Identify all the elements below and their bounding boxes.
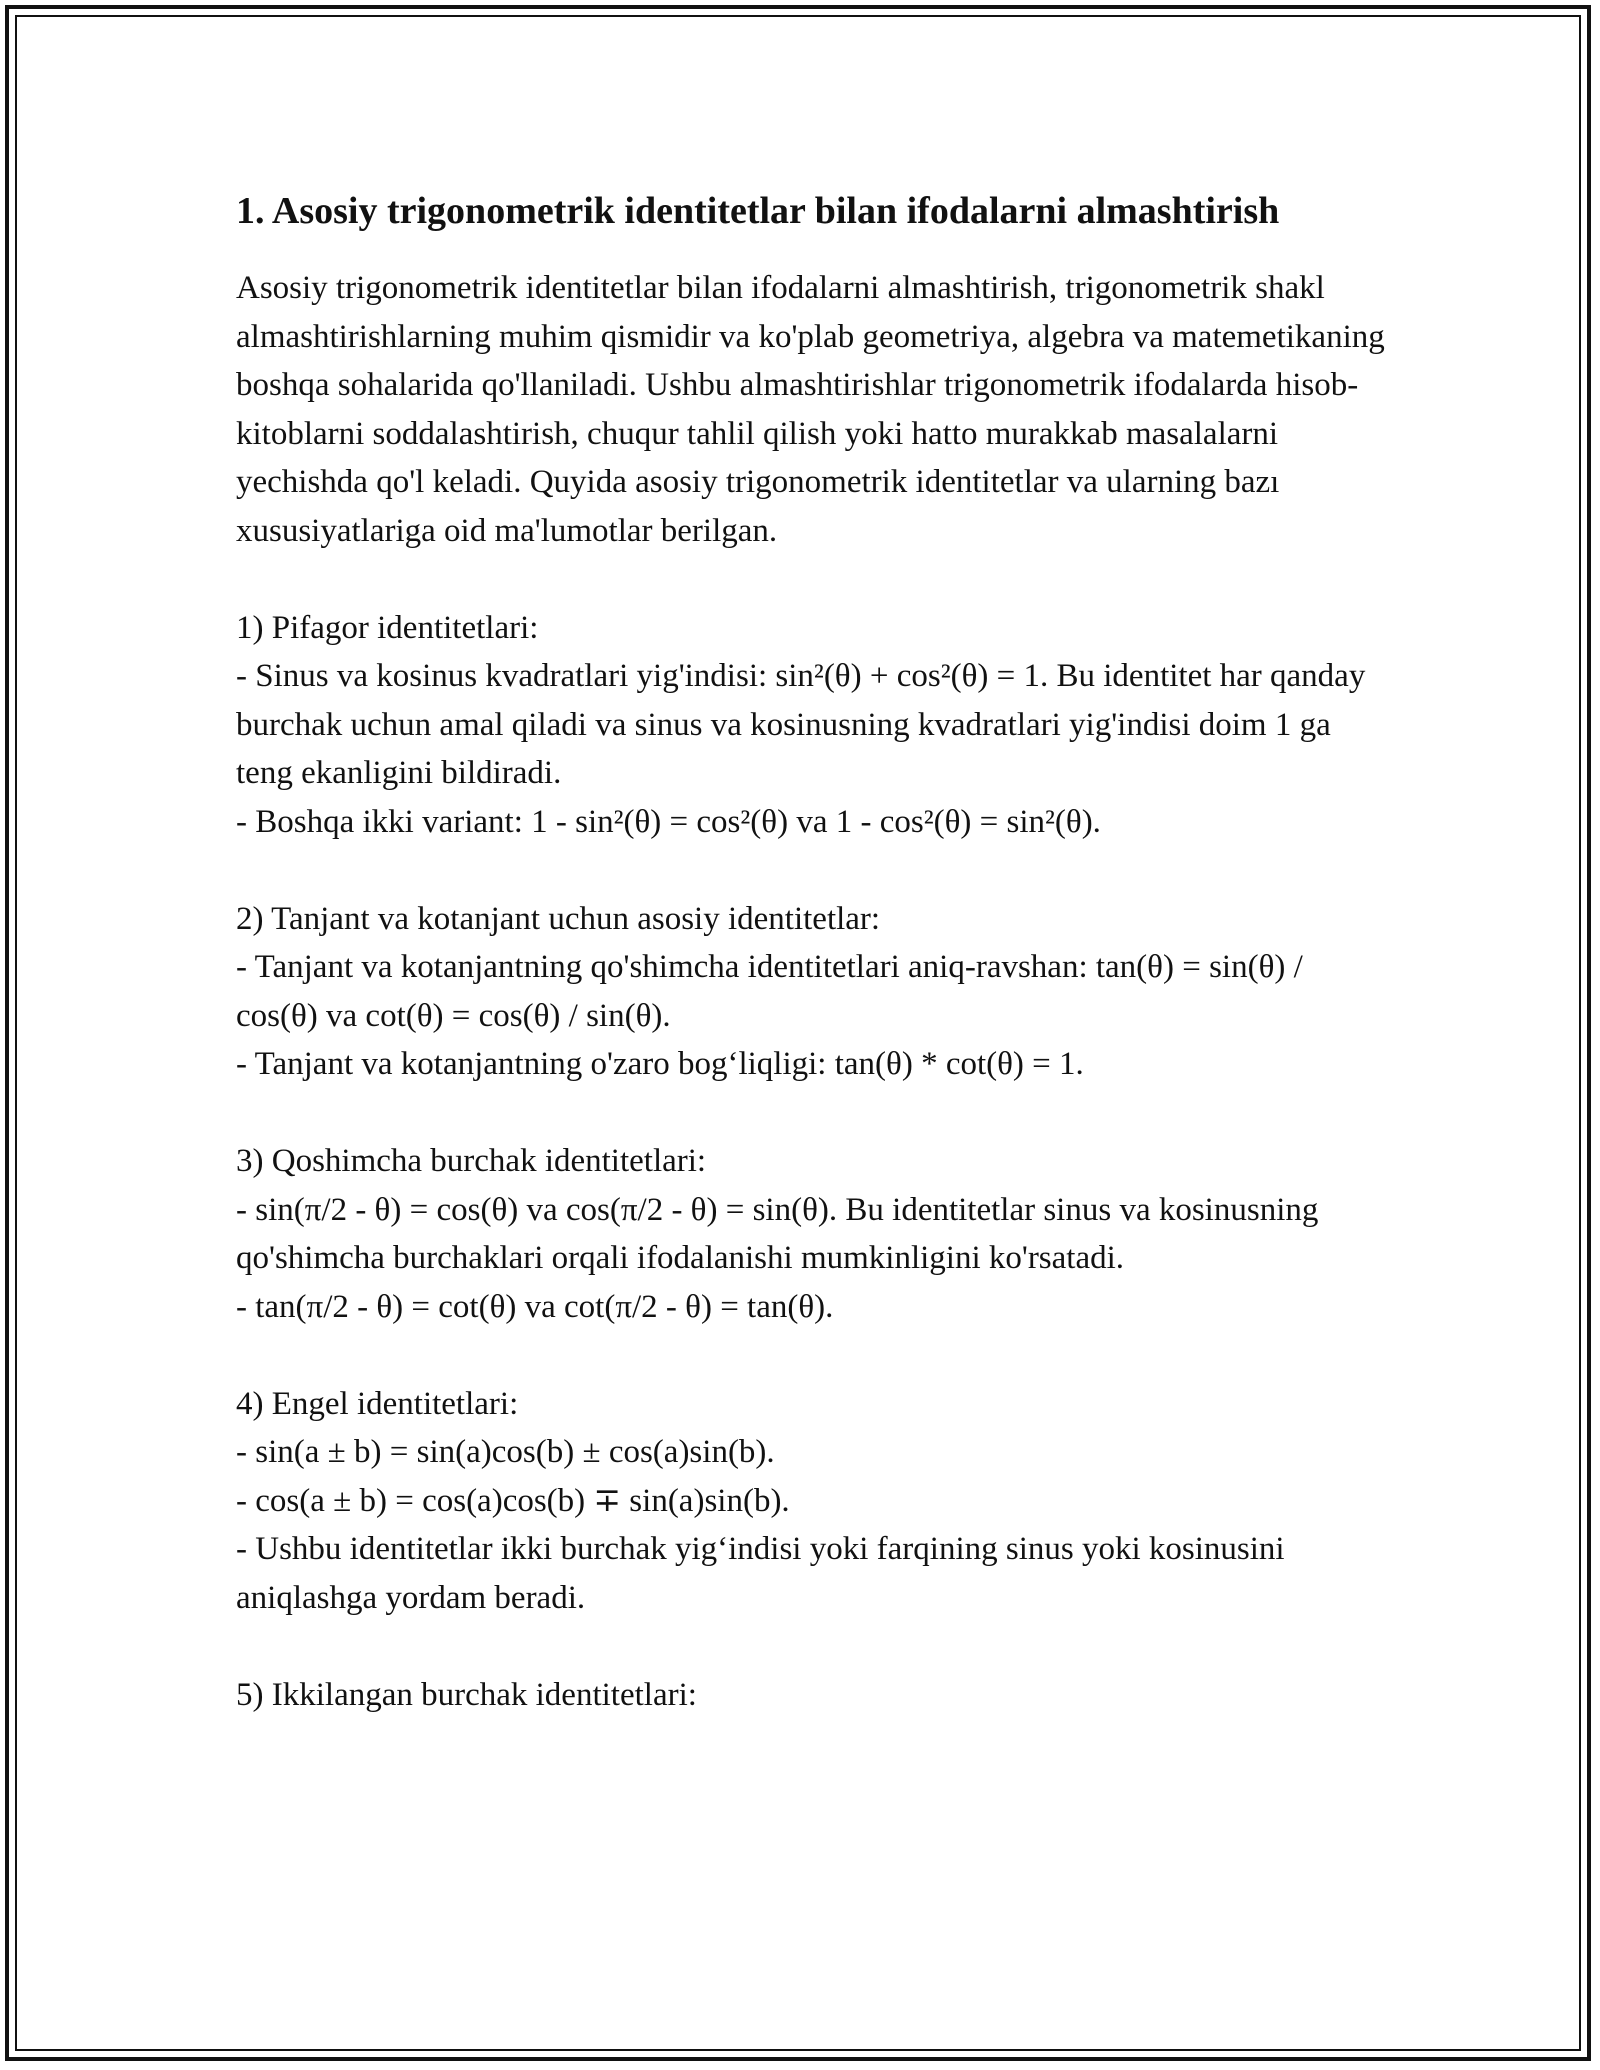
section-line: - sin(π/2 - θ) = cos(θ) va cos(π/2 - θ) = sin(θ). Bu identitetlar sinus va kosinusning qo'shimcha burchaklari orqali ifodalanishi mumkinligini ko'rsatadi. — [236, 1191, 1319, 1276]
section-heading: 5) Ikkilangan burchak identitetlari: — [236, 1676, 697, 1713]
section-pythagorean — [236, 604, 1386, 847]
section-line: - tan(π/2 - θ) = cot(θ) va cot(π/2 - θ) = tan(θ). — [236, 1288, 834, 1325]
document-body — [236, 184, 1386, 1719]
section-line: - Tanjant va kotanjantning qo'shimcha identitetlari aniq-ravshan: tan(θ) = sin(θ) / cos(θ) va cot(θ) = cos(θ) / sin(θ). — [236, 949, 1303, 1034]
section-engel — [236, 1380, 1386, 1623]
section-heading: 4) Engel identitetlari: — [236, 1385, 519, 1422]
document-title: 1. Asosiy trigonometrik identitetlar bilan ifodalarni almashtirish — [236, 190, 1280, 232]
section-heading: 3) Qoshimcha burchak identitetlari: — [236, 1143, 707, 1179]
section-tangent-cotangent — [236, 895, 1386, 1089]
section-double-angle — [236, 1671, 1386, 1720]
section-heading: 1) Pifagor identitetlari: — [236, 609, 539, 646]
section-line: - Ushbu identitetlar ikki burchak yig‘indisi yoki farqining sinus yoki kosinusini aniqlashga yordam beradi. — [236, 1531, 1285, 1616]
section-line: - cos(a ± b) = cos(a)cos(b) ∓ sin(a)sin(b). — [236, 1482, 790, 1519]
section-line: - Boshqa ikki variant: 1 - sin²(θ) = cos²(θ) va 1 - cos²(θ) = sin²(θ). — [236, 803, 1101, 840]
section-line: - sin(a ± b) = sin(a)cos(b) ± cos(a)sin(b). — [236, 1434, 775, 1470]
section-line: - Tanjant va kotanjantning o'zaro bog‘liqligi: tan(θ) * cot(θ) = 1. — [236, 1046, 1084, 1082]
section-line: - Sinus va kosinus kvadratlari yig'indisi: sin²(θ) + cos²(θ) = 1. Bu identitet har qanday burchak uchun amal qiladi va sinus va kosinusning kvadratlari yig'indisi doim 1 ga teng ekanligini bildiradi. — [236, 658, 1366, 791]
intro-paragraph: Asosiy trigonometrik identitetlar bilan ifodalarni almashtirish, trigonometrik shakl almashtirishlarning muhim qismidir va ko'plab geometriya, algebra va matemetikaning boshqa sohalarida qo'llaniladi. Ushbu almashtirishlar trigonometrik ifodalarda hisob-kitoblarni soddalashtirish, chuqur tahlil qilish yoki hatto murakkab masalalarni yechishda qo'l keladi. Quyida asosiy trigonometrik identitetlar va ularning bazı xususiyatlariga oid ma'lumotlar berilgan. — [236, 270, 1385, 549]
section-heading: 2) Tanjant va kotanjant uchun asosiy identitetlar: — [236, 900, 881, 937]
section-complementary-angle — [236, 1137, 1386, 1331]
